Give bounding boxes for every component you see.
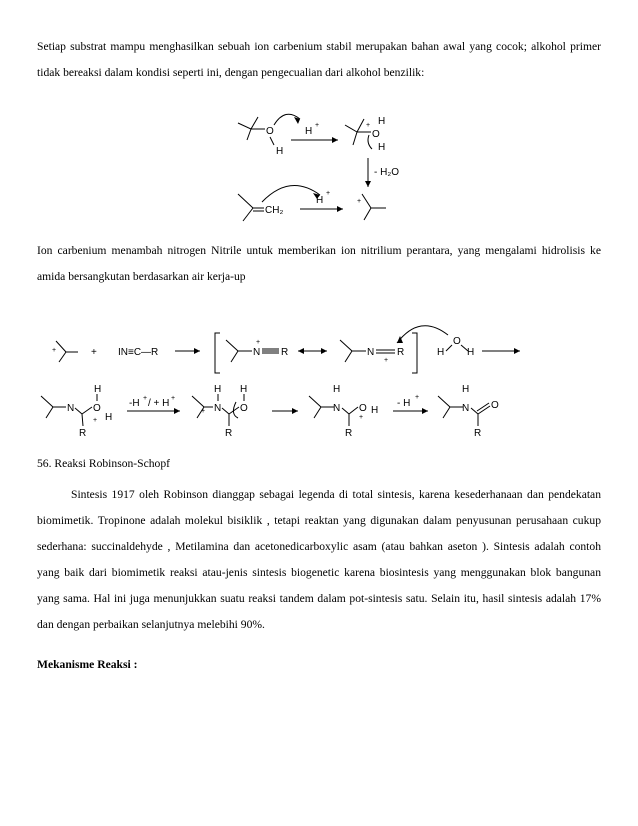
- svg-text:N: N: [367, 347, 375, 358]
- carbenium-scheme: [0, 105, 638, 225]
- svg-text:+: +: [91, 347, 97, 358]
- svg-text:H: H: [437, 347, 445, 358]
- svg-text:O: O: [240, 403, 248, 414]
- svg-text:R: R: [397, 347, 405, 358]
- svg-text:N: N: [462, 403, 470, 414]
- svg-text:-H: -H: [129, 398, 140, 409]
- isobutene-structure: [238, 186, 320, 221]
- tert-butyl-cation-structure: [357, 194, 386, 220]
- proton-charge-2: +: [326, 190, 331, 197]
- svg-text:N: N: [333, 403, 341, 414]
- mechanism-label: Mekanisme Reaksi :: [37, 658, 138, 671]
- hydrogen-label-2: H: [378, 116, 386, 127]
- row-1: [52, 326, 520, 373]
- svg-text:N: N: [67, 403, 75, 414]
- svg-text:H: H: [214, 384, 222, 395]
- row-2: [41, 384, 499, 439]
- svg-text:O: O: [359, 403, 367, 414]
- svg-text:R: R: [345, 428, 353, 439]
- svg-text:N: N: [253, 347, 261, 358]
- oxygen-label-2: O: [372, 129, 380, 140]
- svg-text:O: O: [93, 403, 101, 414]
- svg-text:+: +: [415, 394, 420, 401]
- svg-text:+: +: [201, 408, 206, 415]
- svg-text:+: +: [171, 395, 176, 402]
- proton-label-2: H: [316, 195, 324, 206]
- svg-text:H: H: [467, 347, 475, 358]
- hydrogen-label-1: H: [276, 146, 284, 157]
- svg-text:+: +: [359, 414, 364, 421]
- svg-text:H: H: [105, 412, 113, 423]
- svg-text:+: +: [143, 395, 148, 402]
- oxonium-charge: +: [366, 122, 371, 129]
- proton-charge-1: +: [315, 122, 320, 129]
- svg-text:O: O: [453, 336, 461, 347]
- section-heading: 56. Reaksi Robinson-Schopf: [37, 457, 170, 470]
- intro-paragraph: Setiap substrat mampu menghasilkan sebuah ion carbenium stabil merupakan bahan awal yang cocok; alkohol primer tidak bereaksi dalam kondisi seperti ini, dengan pengecualian dari alkohol benzilik:: [37, 40, 601, 79]
- svg-text:+: +: [384, 357, 389, 364]
- svg-text:+: +: [93, 417, 98, 424]
- oxygen-label-1: O: [266, 126, 274, 137]
- section-paragraph: Sintesis 1917 oleh Robinson dianggap sebagai legenda di total sintesis, karena kesederhanaan dan pendekatan biomimetik. Tropinone adalah molekul bisiklik , tetapi reaktan yang digunakan dalam penyusunan perusahaan cukup sederhana: succinaldehyde , Metilamina dan acetonedicarboxylic asam (atau bahkan aseton ). Sintesis adalah contoh yang baik dari biomimetik reaksi atau-jenis sintesis biogenetic karena biosintesis yang menggunakan blok bangunan yang sama. Hal ini juga menunjukkan suatu reaksi tandem dalam pot-sintesis satu. Selain itu, hasil sintesis adalah 17% dan dengan perbaikan selanjutnya melebihi 90%.: [37, 488, 601, 631]
- svg-text:+: +: [256, 339, 261, 346]
- svg-text:H: H: [462, 384, 470, 395]
- svg-text:H: H: [94, 384, 102, 395]
- hydrogen-label-3: H: [378, 142, 386, 153]
- svg-text:R: R: [225, 428, 233, 439]
- svg-text:H: H: [240, 384, 248, 395]
- proton-label-1: H: [305, 126, 313, 137]
- svg-text:R: R: [281, 347, 289, 358]
- ritter-scheme: [0, 318, 638, 438]
- ch2-label: CH₂: [265, 205, 284, 216]
- ritter-paragraph: Ion carbenium menambah nitrogen Nitrile untuk memberikan ion nitrilium perantara, yang mengalami hidrolisis ke amida bersangkutan berdasarkan air kerja-up: [37, 244, 601, 283]
- oxonium-structure: [345, 116, 385, 153]
- svg-text:/ + H: / + H: [148, 398, 170, 409]
- cation-charge: +: [357, 198, 362, 205]
- svg-text:H: H: [371, 405, 379, 416]
- tert-butanol-structure: [238, 114, 300, 157]
- svg-text:- H: - H: [397, 398, 411, 409]
- svg-text:R: R: [79, 428, 87, 439]
- svg-text:O: O: [491, 400, 499, 411]
- svg-text:+: +: [52, 347, 57, 354]
- svg-text:H: H: [333, 384, 341, 395]
- nitrile-label: IN≡C—R: [118, 347, 159, 358]
- water-loss-label: - H₂O: [374, 167, 399, 178]
- svg-text:N: N: [214, 403, 222, 414]
- svg-text:R: R: [474, 428, 482, 439]
